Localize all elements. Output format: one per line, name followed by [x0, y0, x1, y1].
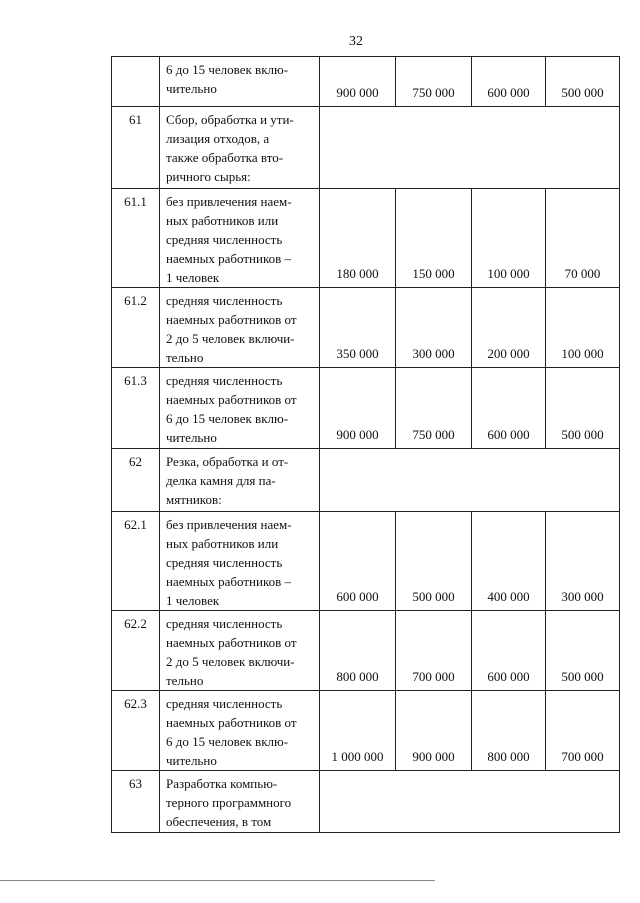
value-cell: 800 000 — [472, 691, 546, 771]
description-line: тельно — [166, 350, 204, 365]
description-line: 2 до 5 человек включи- — [166, 331, 295, 346]
value-cell: 900 000 — [396, 691, 472, 771]
value-cell: 500 000 — [546, 368, 620, 449]
row-number: 62.2 — [112, 611, 160, 691]
value-cell: 500 000 — [546, 611, 620, 691]
row-number: 61 — [112, 107, 160, 189]
description-line: чительно — [166, 753, 217, 768]
description-line: чительно — [166, 430, 217, 445]
value-cell: 100 000 — [472, 189, 546, 288]
description-line: средняя численность — [166, 616, 283, 631]
table-row — [112, 189, 620, 288]
value-cell: 400 000 — [472, 512, 546, 611]
description-line: наемных работников от — [166, 392, 297, 407]
value-cell: 200 000 — [472, 288, 546, 368]
row-description — [160, 288, 320, 368]
description-line: ных работников или — [166, 536, 279, 551]
value-cell: 1 000 000 — [320, 691, 396, 771]
table-row — [112, 611, 620, 691]
description-line: 6 до 15 человек вклю- — [166, 734, 289, 749]
description-line: Сбор, обработка и ути- — [166, 112, 294, 127]
value-cell: 600 000 — [472, 611, 546, 691]
description-line: чительно — [166, 81, 217, 96]
merged-empty-cell — [320, 771, 620, 833]
row-description — [160, 611, 320, 691]
table-row — [112, 57, 620, 107]
row-number: 61.2 — [112, 288, 160, 368]
value-cell: 300 000 — [546, 512, 620, 611]
description-line: без привлечения наем- — [166, 194, 292, 209]
description-line: наемных работников – — [166, 574, 292, 589]
row-number: 62.3 — [112, 691, 160, 771]
description-line: 1 человек — [166, 270, 220, 285]
value-cell: 180 000 — [320, 189, 396, 288]
description-line: обеспечения, в том — [166, 814, 272, 829]
description-line: мятников: — [166, 492, 222, 507]
page-number: 32 — [349, 34, 363, 49]
description-line: лизация отходов, а — [166, 131, 270, 146]
description-line: средняя численность — [166, 232, 283, 247]
merged-empty-cell — [320, 449, 620, 512]
row-description — [160, 368, 320, 449]
table-row — [112, 449, 620, 512]
table-row — [112, 107, 620, 189]
value-cell: 500 000 — [396, 512, 472, 611]
table-row — [112, 691, 620, 771]
description-line: 6 до 15 человек вклю- — [166, 62, 289, 77]
value-cell: 300 000 — [396, 288, 472, 368]
row-number: 63 — [112, 771, 160, 833]
value-cell: 500 000 — [546, 57, 620, 107]
description-line: средняя численность — [166, 696, 283, 711]
description-line: средняя численность — [166, 293, 283, 308]
value-cell: 800 000 — [320, 611, 396, 691]
description-line: 2 до 5 человек включи- — [166, 654, 295, 669]
value-cell: 350 000 — [320, 288, 396, 368]
description-line: делка камня для па- — [166, 473, 276, 488]
row-number — [112, 57, 160, 107]
row-number: 62 — [112, 449, 160, 512]
tariff-table — [111, 56, 620, 833]
row-description — [160, 691, 320, 771]
value-cell: 70 000 — [546, 189, 620, 288]
description-line: Разработка компью- — [166, 776, 278, 791]
description-line: наемных работников – — [166, 251, 292, 266]
description-line: наемных работников от — [166, 635, 297, 650]
description-line: 6 до 15 человек вклю- — [166, 411, 289, 426]
row-description — [160, 57, 320, 107]
description-line: ричного сырья: — [166, 169, 251, 184]
value-cell: 600 000 — [472, 57, 546, 107]
description-line: без привлечения наем- — [166, 517, 292, 532]
row-description — [160, 512, 320, 611]
row-description — [160, 449, 320, 512]
value-cell: 600 000 — [320, 512, 396, 611]
value-cell: 700 000 — [546, 691, 620, 771]
description-line: Резка, обработка и от- — [166, 454, 289, 469]
description-line: средняя численность — [166, 555, 283, 570]
value-cell: 100 000 — [546, 288, 620, 368]
row-number: 61.1 — [112, 189, 160, 288]
description-line: терного программного — [166, 795, 292, 810]
row-number: 62.1 — [112, 512, 160, 611]
description-line: также обработка вто- — [166, 150, 284, 165]
value-cell: 150 000 — [396, 189, 472, 288]
row-description — [160, 107, 320, 189]
description-line: 1 человек — [166, 593, 220, 608]
description-line: наемных работников от — [166, 312, 297, 327]
row-description — [160, 189, 320, 288]
row-number: 61.3 — [112, 368, 160, 449]
description-line: ных работников или — [166, 213, 279, 228]
table-row — [112, 512, 620, 611]
value-cell: 900 000 — [320, 57, 396, 107]
footer-rule — [0, 880, 435, 881]
value-cell: 600 000 — [472, 368, 546, 449]
value-cell: 750 000 — [396, 368, 472, 449]
table-row — [112, 288, 620, 368]
row-description — [160, 771, 320, 833]
table-row — [112, 368, 620, 449]
description-line: средняя численность — [166, 373, 283, 388]
value-cell: 750 000 — [396, 57, 472, 107]
value-cell: 700 000 — [396, 611, 472, 691]
description-line: наемных работников от — [166, 715, 297, 730]
value-cell: 900 000 — [320, 368, 396, 449]
table-row — [112, 771, 620, 833]
description-line: тельно — [166, 673, 204, 688]
merged-empty-cell — [320, 107, 620, 189]
